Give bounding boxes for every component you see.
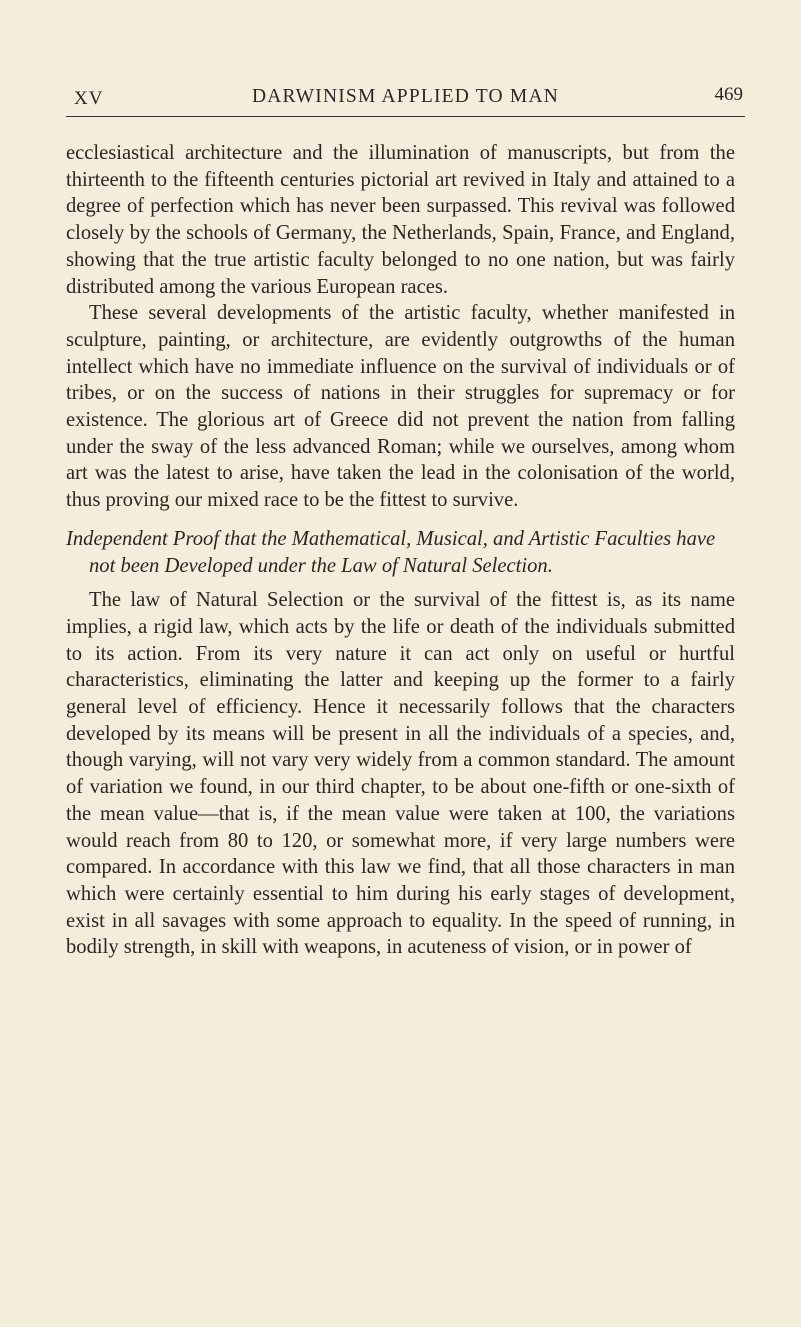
section-heading: Independent Proof that the Mathematical, Musical, and Artistic Faculties have not been Developed under the Law of Natural Selection. xyxy=(66,527,716,577)
running-header xyxy=(66,86,745,117)
paragraph-1: ecclesiastical architecture and the illumination of manuscripts, but from the thirteenth to the fifteenth centuries pictorial art revived in Italy and attained to a degree of perfection which has never been surpassed. This revival was followed closely by the schools of Germany, the Netherlands, Spain, France, and England, showing that the true artistic faculty belonged to no one nation, but was fairly distributed among the various European races. xyxy=(66,142,735,298)
page-number: 469 xyxy=(714,84,743,105)
section-number: XV xyxy=(74,88,104,109)
paragraph-3: The law of Natural Selection or the survival of the fittest is, as its name implies, a rigid law, which acts by the life or death of the individuals submitted to its action. From its very nature it can act only on useful or hurtful characteristics, eliminating the latter and keeping up the former to a fairly general level of efficiency. Hence it necessarily follows that the characters developed by its means will be present in all the individuals of a species, and, though varying, will not vary very widely from a common standard. The amount of variation we found, in our third chapter, to be about one-fifth or one-sixth of the mean value—that is, if the mean value were taken at 100, the variations would reach from 80 to 120, or somewhat more, if very large numbers were compared. In accordance with this law we find, that all those characters in man which were certainly essential to him during his early stages of development, exist in all savages with some approach to equality. In the speed of running, in bodily strength, in skill with weapons, in acuteness of vision, or in power of xyxy=(66,589,735,959)
body-text xyxy=(66,140,735,961)
running-title: DARWINISM APPLIED TO MAN xyxy=(251,86,560,107)
paragraph-2: These several developments of the artistic faculty, whether manifested in sculpture, painting, or architecture, are evidently outgrowths of the human intellect which have no immediate influence on the survival of individuals or of tribes, or on the success of nations in their struggles for supremacy or for existence. The glorious art of Greece did not prevent the nation from falling under the sway of the less advanced Roman; while we ourselves, among whom art was the latest to arise, have taken the lead in the colonisation of the world, thus proving our mixed race to be the fittest to survive. xyxy=(66,302,735,512)
